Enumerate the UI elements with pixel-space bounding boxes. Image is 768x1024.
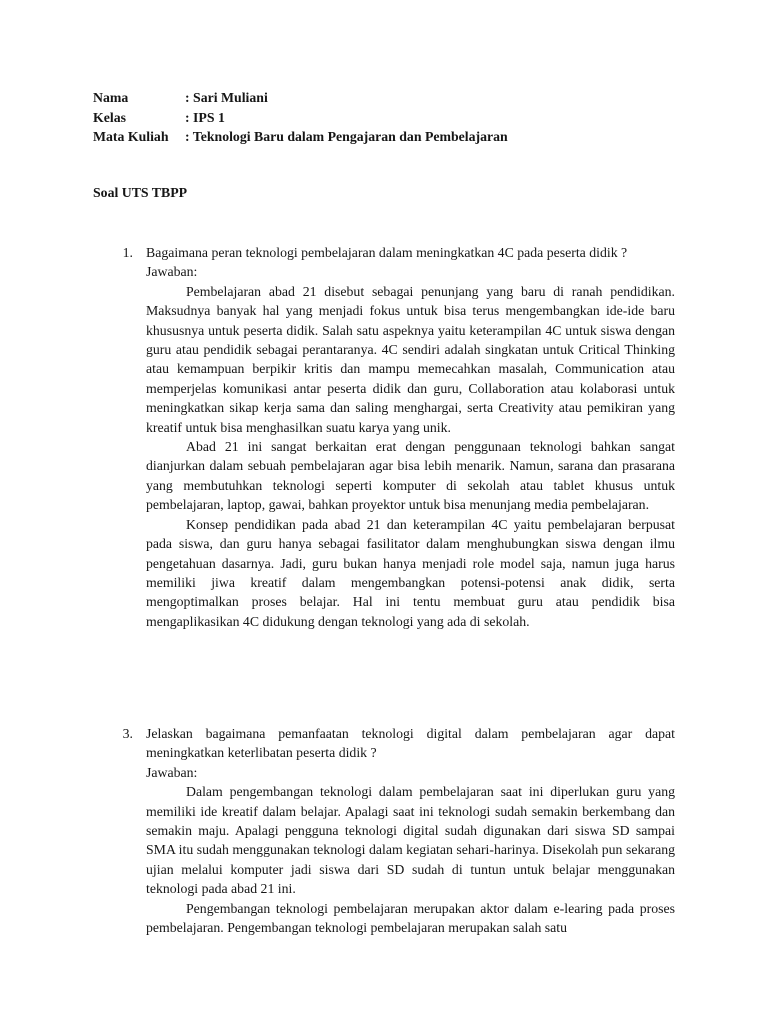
answer-paragraph: Konsep pendidikan pada abad 21 dan keterampilan 4C yaitu pembelajaran berpusat pada siswa, dan guru hanya sebagai fasilitator dalam menghubungkan siswa dengan ilmu pengetahuan dasarnya. Jadi, guru bukan hanya menjadi role model saja, namun juga harus memiliki jiwa kreatif dalam mengembangkan potensi-potensi anak didik, serta mengoptimalkan proses belajar. Hal ini tentu membuat guru atau pendidik bisa mengaplikasikan 4C didukung dengan teknologi yang ada di sekolah. <box>146 516 675 629</box>
header-value: : Teknologi Baru dalam Pengajaran dan Pembelajaran <box>185 129 508 144</box>
header-row-mata-kuliah <box>93 127 508 147</box>
question-text: Jelaskan bagaimana pemanfaatan teknologi digital dalam pembelajaran agar dapat meningkatkan keterlibatan peserta didik ? <box>146 726 675 761</box>
header-label: Kelas <box>93 109 126 125</box>
question-number: 3. <box>122 726 133 741</box>
header-row-nama <box>93 88 508 108</box>
answer-label: Jawaban: <box>146 264 198 280</box>
question-block-3 <box>93 724 675 937</box>
answer-paragraph: Abad 21 ini sangat berkaitan erat dengan penggunaan teknologi bahkan sangat dianjurkan dalam sebuah pembelajaran agar bisa lebih menarik. Namun, sarana dan prasarana yang membutuhkan teknologi seperti komputer di sekolah atau tablet khusus untuk pembelajaran, laptop, gawai, bahkan proyektor untuk bisa menunjang media pembelajaran. <box>146 439 675 513</box>
header-value: : IPS 1 <box>185 109 225 125</box>
answer-paragraph: Pengembangan teknologi pembelajaran merupakan aktor dalam e-learing pada proses pembelajaran. Pengembangan teknologi pembelajaran merupakan salah satu <box>146 900 675 936</box>
question-body <box>146 243 675 631</box>
question-number: 1. <box>122 245 133 260</box>
identity-header <box>93 88 508 147</box>
question-block-1 <box>93 243 675 631</box>
section-title: Soal UTS TBPP <box>93 185 188 200</box>
header-label: Mata Kuliah <box>93 129 169 144</box>
header-label: Nama <box>93 90 129 105</box>
answer-paragraph: Pembelajaran abad 21 disebut sebagai penunjang yang baru di ranah pendidikan. Maksudnya banyak hal yang menjadi fokus untuk bisa terus mengembangkan ide-ide baru khususnya untuk peserta didik. Salah satu aspeknya yaitu keterampilan 4C untuk siswa dengan guru atau pendidik sebagai perantaranya. 4C sendiri adalah singkatan untuk Critical Thinking atau kemampuan berpikir kritis dan mampu memecahkan masalah, Communication atau memperjelas komunikasi antar peserta didik dan guru, Collaboration atau kolaborasi untuk meningkatkan sikap kerja sama dan saling menghargai, serta Creativity atau pemikiran yang kreatif untuk bisa menghasilkan suatu karya yang unik. <box>146 283 675 435</box>
answer-label: Jawaban: <box>146 764 198 780</box>
header-value: : Sari Muliani <box>185 90 268 105</box>
answer-paragraph: Dalam pengembangan teknologi dalam pembelajaran saat ini diperlukan guru yang memiliki ide kreatif dalam belajar. Apalagi saat ini teknologi sudah semakin berkembang dan semakin maju. Apalagi pengguna teknologi digital sudah digunakan dari siswa SD sampai SMA itu sudah menggunakan teknologi dalam kegiatan sehari-harinya. Disekolah pun sekarang ujian melalui komputer jadi siswa dari SD sudah di tuntun untuk belajar menggunakan teknologi pada abad 21 ini. <box>146 784 675 897</box>
question-body <box>146 724 675 937</box>
question-text: Bagaimana peran teknologi pembelajaran dalam meningkatkan 4C pada peserta didik ? <box>146 245 628 260</box>
header-row-kelas <box>93 108 508 128</box>
